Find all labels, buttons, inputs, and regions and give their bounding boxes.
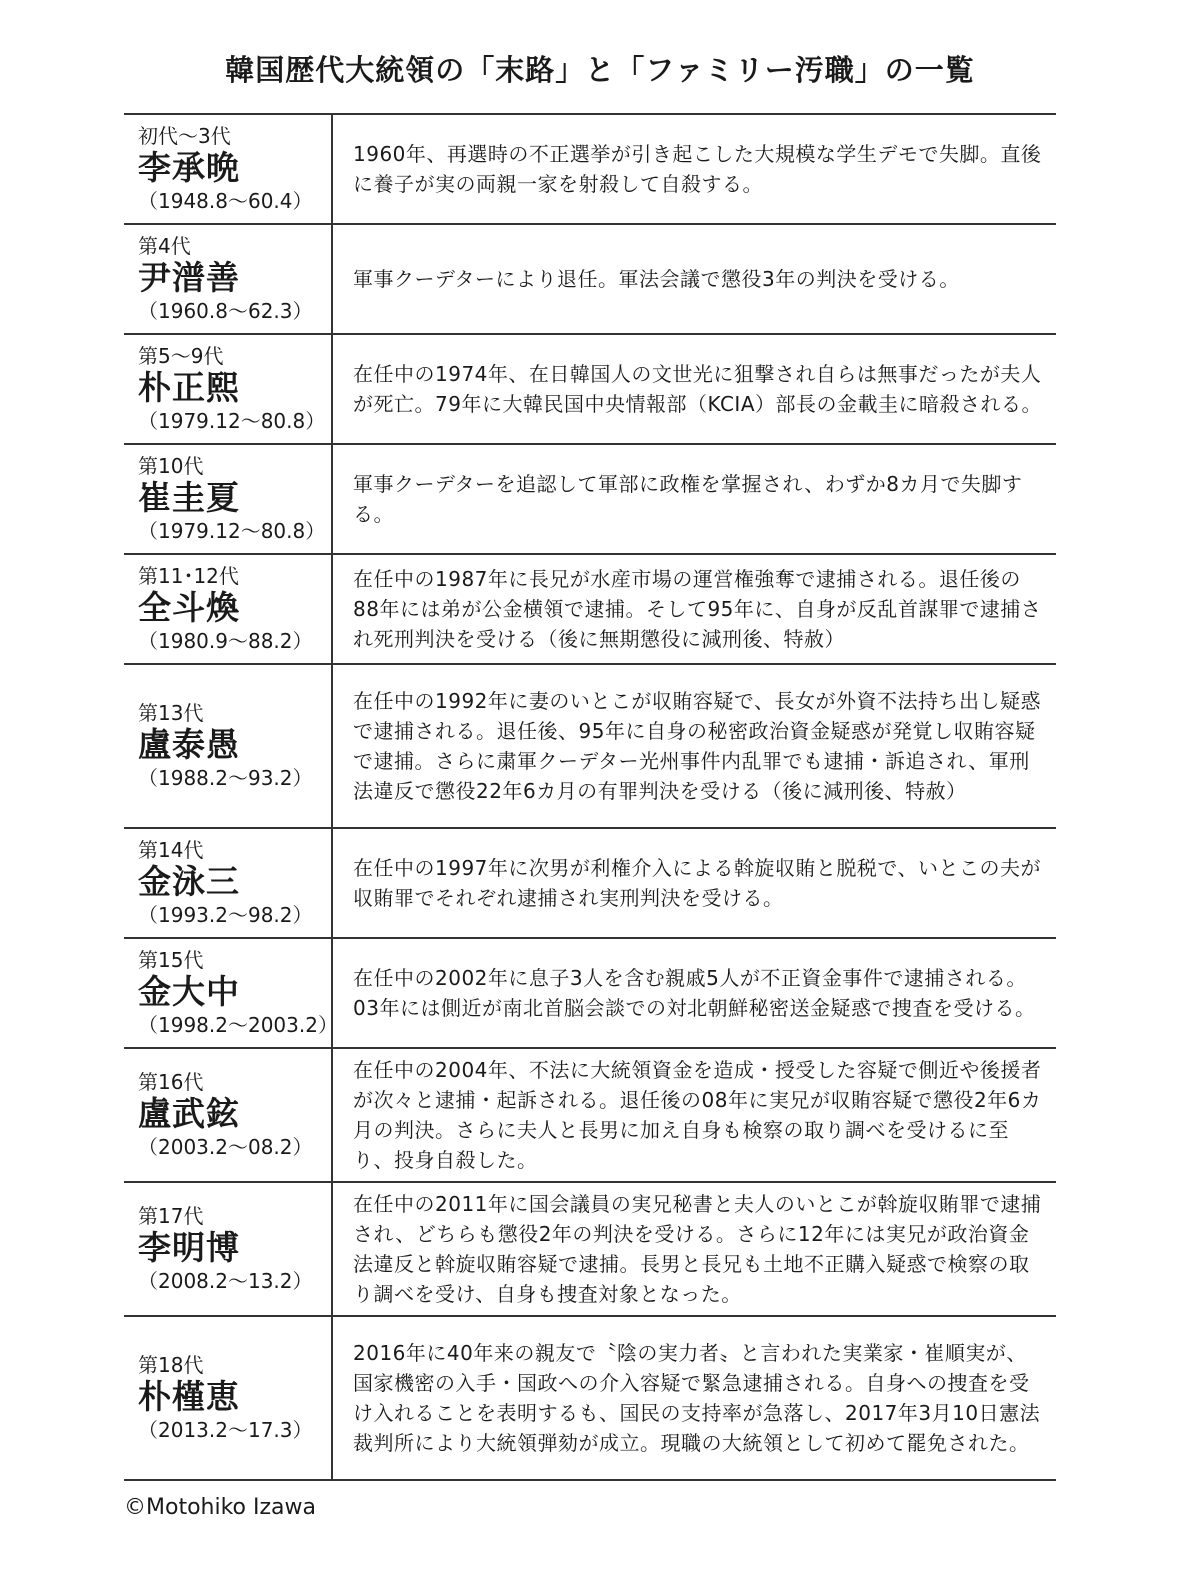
description-text: 在任中の1997年に次男が利権介入による斡旋収賄と脱税で、いとこの夫が収賄罪でそれぞれ逮捕され実刑判決を受ける。 [353,856,1041,910]
president-cell [124,1049,333,1181]
table-row [124,1317,1056,1481]
table-row [124,555,1056,665]
term-period: （2003.2～08.2） [138,1135,313,1159]
table-row [124,445,1056,555]
president-name: 盧泰愚 [138,725,240,764]
generation-label: 第11･12代 [138,564,239,588]
presidents-table [124,113,1056,1481]
description-cell [333,939,1056,1047]
president-cell [124,335,333,443]
generation-label: 第18代 [138,1353,204,1377]
table-row [124,1049,1056,1183]
description-text: 1960年、再選時の不正選挙が引き起こした大規模な学生デモで失脚。直後に養子が実の両親一家を射殺して自殺する。 [353,142,1042,196]
generation-label: 第5～9代 [138,344,224,368]
description-cell [333,555,1056,663]
president-cell [124,115,333,223]
description-text: 在任中の2011年に国会議員の実兄秘書と夫人のいとこが斡旋収賄罪で逮捕され、どちらも懲役2年の判決を受ける。さらに12年には実兄が政治資金法違反と斡旋収賄容疑で逮捕。長男と長兄も土地不正購入疑惑で検察の取り調べを受け、自身も捜査対象となった。 [353,1192,1042,1306]
term-period: （2008.2～13.2） [138,1269,313,1293]
description-cell [333,335,1056,443]
term-period: （1979.12～80.8） [138,409,326,433]
president-name: 尹潽善 [138,258,240,297]
term-period: （1988.2～93.2） [138,766,313,790]
description-text: 在任中の1974年、在日韓国人の文世光に狙撃され自らは無事だったが夫人が死亡。79年に大韓民国中央情報部（KCIA）部長の金載圭に暗殺される。 [353,362,1043,416]
generation-label: 第14代 [138,838,204,862]
description-cell [333,445,1056,553]
president-cell [124,445,333,553]
president-cell [124,555,333,663]
description-text: 在任中の1987年に長兄が水産市場の運営権強奪で逮捕される。退任後の88年には弟が公金横領で逮捕。そして95年に、自身が反乱首謀罪で逮捕され死刑判決を受ける（後に無期懲役に減刑後、特赦） [353,567,1042,651]
president-name: 盧武鉉 [138,1094,240,1133]
president-name: 朴正熙 [138,368,240,407]
generation-label: 第13代 [138,701,204,725]
president-name: 金泳三 [138,862,240,901]
president-cell [124,665,333,827]
president-cell [124,1317,333,1479]
term-period: （1998.2～2003.2） [138,1013,338,1037]
description-text: 軍事クーデターを追認して軍部に政権を掌握され、わずか8カ月で失脚する。 [353,472,1023,526]
term-period: （1993.2～98.2） [138,903,313,927]
generation-label: 第10代 [138,454,204,478]
page-title: 韓国歴代大統領の「末路」と「ファミリー汚職」の一覧 [225,53,975,87]
term-period: （1948.8～60.4） [138,189,313,213]
table-row [124,829,1056,939]
description-cell [333,829,1056,937]
description-text: 在任中の1992年に妻のいとこが収賄容疑で、長女が外資不法持ち出し疑惑で逮捕される。退任後、95年に自身の秘密政治資金疑惑が発覚し収賄容疑で逮捕。さらに粛軍クーデター光州事件内乱罪でも逮捕・訴追され、軍刑法違反で懲役22年6カ月の有罪判決を受ける（後に減刑後、特赦） [353,689,1041,803]
description-cell [333,1317,1056,1479]
term-period: （2013.2～17.3） [138,1418,313,1442]
generation-label: 第17代 [138,1204,204,1228]
description-cell [333,665,1056,827]
description-cell [333,1183,1056,1315]
generation-label: 第15代 [138,948,204,972]
table-row [124,665,1056,829]
description-cell [333,115,1056,223]
president-name: 崔圭夏 [138,478,240,517]
president-cell [124,829,333,937]
generation-label: 第16代 [138,1070,204,1094]
president-name: 李承晩 [138,148,240,187]
description-cell [333,1049,1056,1181]
table-row [124,1183,1056,1317]
description-cell [333,225,1056,333]
president-name: 朴槿恵 [138,1377,240,1416]
term-period: （1980.9～88.2） [138,629,313,653]
table-row [124,939,1056,1049]
president-cell [124,225,333,333]
term-period: （1979.12～80.8） [138,519,326,543]
president-name: 金大中 [138,972,240,1011]
president-name: 全斗煥 [138,588,240,627]
president-cell [124,939,338,1047]
table-row [124,115,1056,225]
table-row [124,335,1056,445]
description-text: 2016年に40年来の親友で〝陰の実力者〟と言われた実業家・崔順実が、国家機密の入手・国政への介入容疑で緊急逮捕される。自身への捜査を受け入れることを表明するも、国民の支持率が急落し、2017年3月10日憲法裁判所により大統領弾劾が成立。現職の大統領として初めて罷免された。 [353,1341,1041,1455]
description-text: 在任中の2004年、不法に大統領資金を造成・授受した容疑で側近や後援者が次々と逮捕・起訴される。退任後の08年に実兄が収賄容疑で懲役2年6カ月の判決。さらに夫人と長男に加え自身も検察の取り調べを受けるに至り、投身自殺した。 [353,1058,1042,1172]
copyright-credit: ©Motohiko Izawa [124,1495,316,1520]
description-text: 在任中の2002年に息子3人を含む親戚5人が不正資金事件で逮捕される。03年には側近が南北首脳会談での対北朝鮮秘密送金疑惑で捜査を受ける。 [353,966,1036,1020]
generation-label: 第4代 [138,234,191,258]
president-name: 李明博 [138,1228,240,1267]
president-cell [124,1183,333,1315]
generation-label: 初代～3代 [138,124,231,148]
term-period: （1960.8～62.3） [138,299,313,323]
description-text: 軍事クーデターにより退任。軍法会議で懲役3年の判決を受ける。 [353,267,960,291]
table-row [124,225,1056,335]
